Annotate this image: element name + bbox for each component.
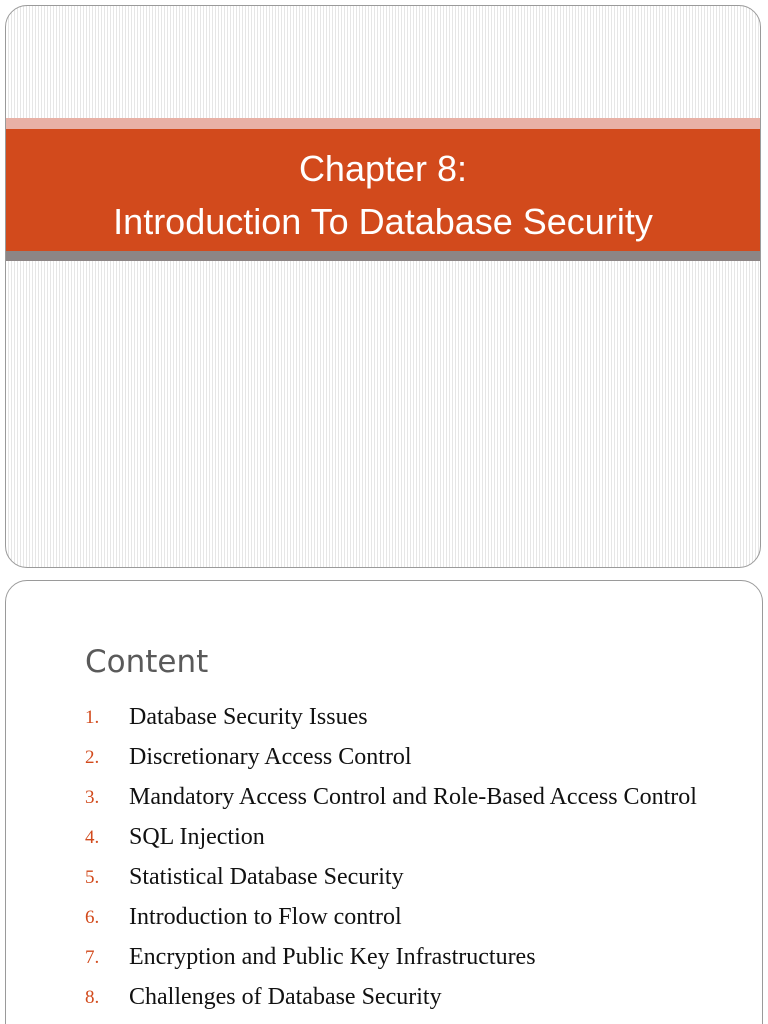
list-item (85, 861, 725, 893)
content-list (85, 701, 725, 1021)
list-item-text: Discretionary Access Control (129, 744, 412, 770)
list-item-number: 1. (85, 707, 100, 728)
list-item (85, 781, 725, 813)
list-item-number: 4. (85, 827, 100, 848)
slide-2-content (5, 580, 763, 1024)
list-item-text: SQL Injection (129, 824, 265, 850)
list-item (85, 981, 725, 1013)
list-item-number: 6. (85, 907, 100, 928)
list-item-text: Challenges of Database Security (129, 984, 442, 1010)
slide-title (6, 142, 760, 248)
list-item-number: 8. (85, 987, 100, 1008)
slide-1-title (5, 5, 761, 568)
slide-title-line-2: Introduction To Database Security (113, 201, 653, 242)
list-item-number: 2. (85, 747, 100, 768)
list-item-text: Statistical Database Security (129, 864, 404, 890)
list-item (85, 701, 725, 733)
list-item-text: Encryption and Public Key Infrastructures (129, 944, 536, 970)
title-band-top-stripe (6, 118, 760, 129)
list-item-text: Database Security Issues (129, 704, 368, 730)
list-item (85, 821, 725, 853)
list-item (85, 941, 725, 973)
content-heading: Content (85, 644, 209, 680)
list-item-number: 5. (85, 867, 100, 888)
list-item (85, 741, 725, 773)
title-band-bottom-stripe (6, 251, 760, 261)
slide-title-line-1: Chapter 8: (298, 148, 468, 189)
list-item-text: Mandatory Access Control and Role-Based Access Control (129, 784, 697, 810)
list-item-text: Introduction to Flow control (129, 904, 402, 930)
list-item-number: 3. (85, 787, 100, 808)
list-item (85, 901, 725, 933)
list-item-number: 7. (85, 947, 100, 968)
